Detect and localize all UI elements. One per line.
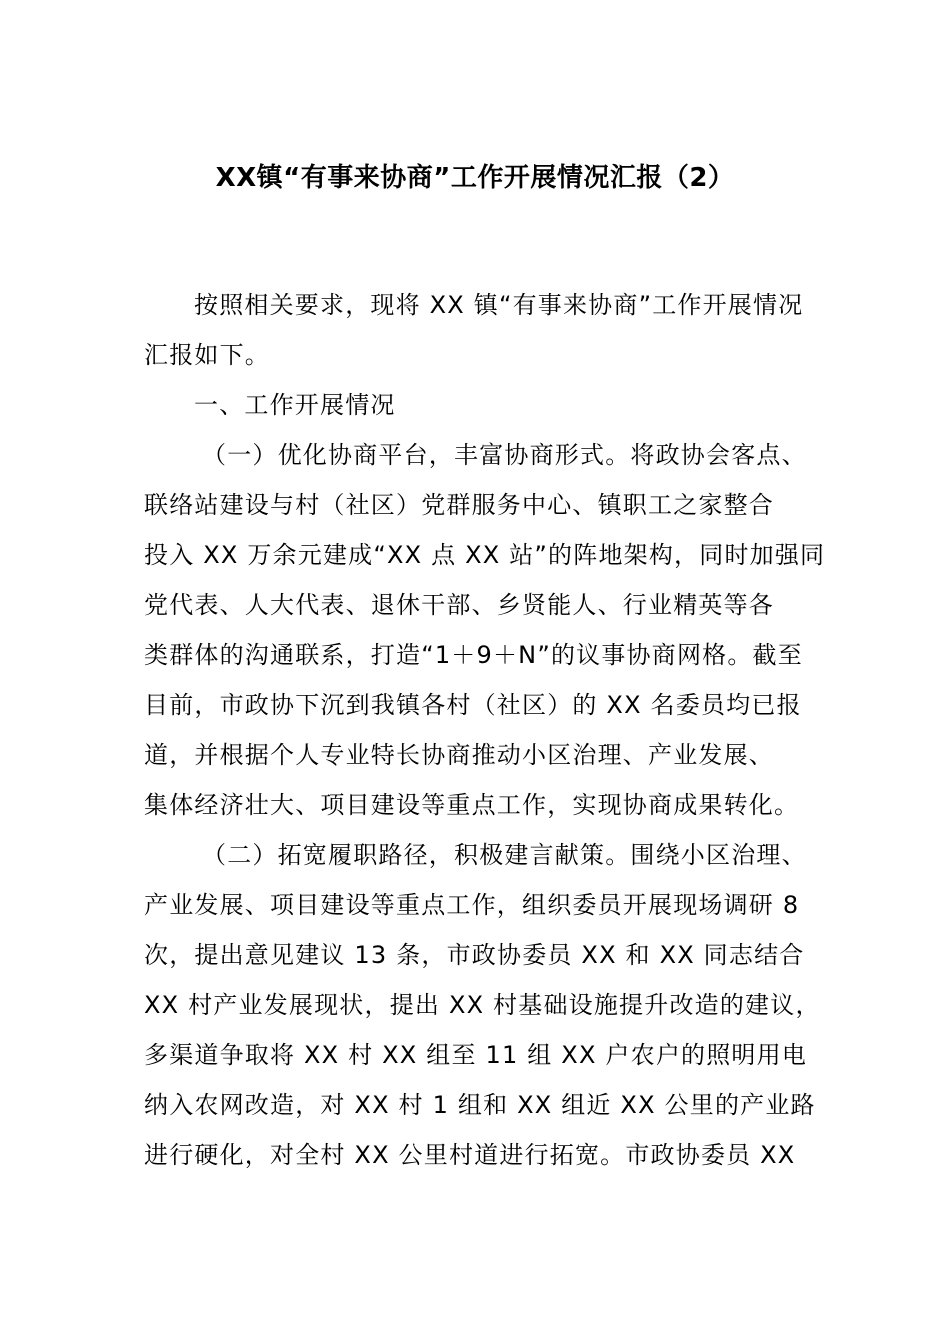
paragraph-line: 按照相关要求，现将 XX 镇“有事来协商”工作开展情况 — [194, 291, 804, 319]
paragraph-line: 汇报如下。 — [144, 341, 270, 369]
paragraph-line: 多渠道争取将 XX 村 XX 组至 11 组 XX 户农户的照明用电 — [144, 1041, 808, 1069]
paragraph-line: 道，并根据个人专业特长协商推动小区治理、产业发展、 — [144, 741, 774, 769]
paragraph-line: 纳入农网改造，对 XX 村 1 组和 XX 组近 XX 公里的产业路 — [144, 1091, 816, 1119]
paragraph-line: 党代表、人大代表、退休干部、乡贤能人、行业精英等各 — [144, 591, 774, 619]
paragraph-line: 次，提出意见建议 13 条，市政协委员 XX 和 XX 同志结合 — [144, 941, 805, 969]
section-heading: 一、工作开展情况 — [194, 391, 396, 419]
paragraph-line: 进行硬化，对全村 XX 公里村道进行拓宽。市政协委员 XX — [144, 1141, 796, 1169]
paragraph-line: 目前，市政协下沉到我镇各村（社区）的 XX 名委员均已报 — [144, 691, 802, 719]
paragraph-line: （一）优化协商平台，丰富协商形式。将政协会客点、 — [202, 441, 807, 469]
paragraph-line: （二）拓宽履职路径，积极建言献策。围绕小区治理、 — [202, 841, 807, 869]
paragraph-line: 类群体的沟通联系，打造“1＋9＋N”的议事协商网格。截至 — [144, 641, 803, 669]
paragraph-line: 产业发展、项目建设等重点工作，组织委员开展现场调研 8 — [144, 891, 800, 919]
paragraph-line: 联络站建设与村（社区）党群服务中心、镇职工之家整合 — [144, 491, 774, 519]
paragraph-line: XX 村产业发展现状，提出 XX 村基础设施提升改造的建议， — [144, 991, 821, 1019]
document-title: XX镇“有事来协商”工作开展情况汇报（2） — [215, 163, 735, 193]
document-body — [144, 280, 824, 1180]
paragraph-line: 投入 XX 万余元建成“XX 点 XX 站”的阵地架构，同时加强同 — [144, 541, 826, 569]
paragraph-line: 集体经济壮大、项目建设等重点工作，实现协商成果转化。 — [144, 791, 800, 819]
